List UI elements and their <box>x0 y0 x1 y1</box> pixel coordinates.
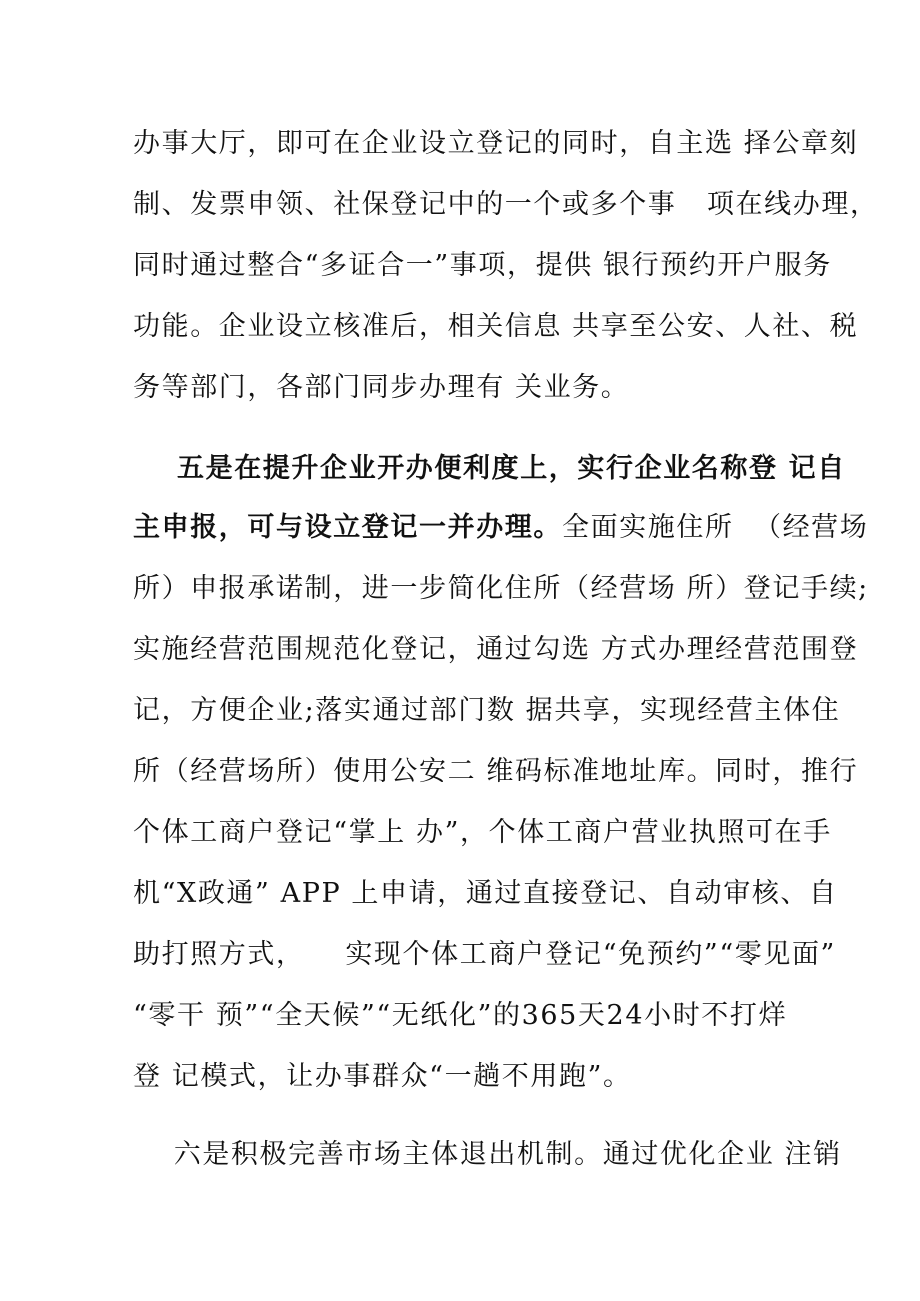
text-run: 同时通过整合“多证合一”事项，提供 银行预约开户服务 <box>133 250 832 281</box>
paragraph-2-line-5 <box>133 693 840 729</box>
text-run: 所）申报承诺制，进一步简化住所（经营场 所）登记手续; <box>133 573 869 604</box>
text-run: 机“X政通” APP 上申请，通过直接登记、自动审核、自 <box>133 878 838 909</box>
text-run: 个体工商户登记“掌上 办”，个体工商户营业执照可在手 <box>133 817 832 848</box>
bold-text-run: 五是在提升企业开办便利度上，实行企业名称登 记自 <box>133 453 846 484</box>
paragraph-2-line-11 <box>133 1059 632 1095</box>
paragraph-2-line-7 <box>133 815 832 851</box>
paragraph-2-line-9 <box>133 937 836 973</box>
text-run: 实施经营范围规范化登记，通过勾选 方式办理经营范围登 <box>133 634 859 665</box>
bold-text-run: 主申报，可与设立登记一并办理。 <box>133 512 562 543</box>
text-run: 功能。企业设立核准后，相关信息 共享至公安、人社、税 <box>133 311 859 342</box>
paragraph-2-line-10 <box>133 998 787 1034</box>
paragraph-1-line-2 <box>133 187 879 223</box>
text-run: 全面实施住所 （经营场 <box>562 512 869 543</box>
paragraph-3-line-1 <box>133 1137 842 1173</box>
paragraph-2-line-4 <box>133 632 858 668</box>
text-run: 制、发票申领、社保登记中的一个或多个事 项在线办理， <box>133 189 879 220</box>
paragraph-1-line-3 <box>133 248 832 284</box>
paragraph-2-line-2 <box>133 510 868 546</box>
paragraph-1-line-5 <box>133 370 629 406</box>
text-run: 助打照方式， 实现个体工商户登记“免预约”“零见面” <box>133 939 836 970</box>
paragraph-1-line-4 <box>133 309 858 345</box>
text-run: 办事大厅，即可在企业设立登记的同时，自主选 择公章刻 <box>133 128 859 159</box>
paragraph-2-line-6 <box>133 754 858 790</box>
text-run: 六是积极完善市场主体退出机制。通过优化企业 注销 <box>133 1139 842 1170</box>
paragraph-2-line-1 <box>133 451 846 487</box>
text-run: 务等部门，各部门同步办理有 关业务。 <box>133 372 630 403</box>
text-run: 登 记模式，让办事群众“一趟不用跑”。 <box>133 1061 632 1092</box>
paragraph-2-line-8 <box>133 876 838 912</box>
text-run: 所（经营场所）使用公安二 维码标准地址库。同时，推行 <box>133 756 859 787</box>
text-run: “零干 预”“全天候”“无纸化”的365天24小时不打烊 <box>133 1000 788 1031</box>
text-run: 记，方便企业;落实通过部门数 据共享，实现经营主体住 <box>133 695 841 726</box>
paragraph-1-line-1 <box>133 126 858 162</box>
paragraph-2-line-3 <box>133 571 869 607</box>
